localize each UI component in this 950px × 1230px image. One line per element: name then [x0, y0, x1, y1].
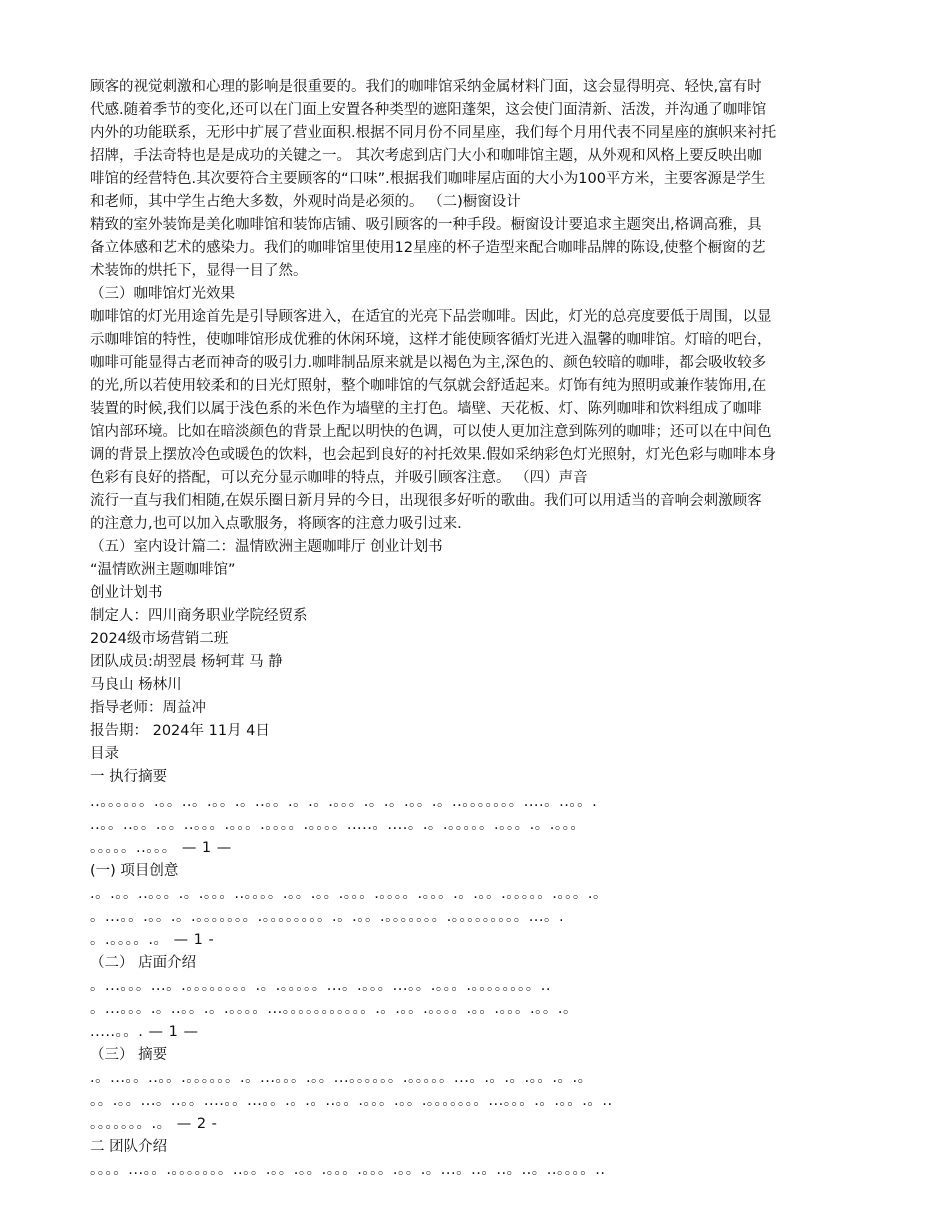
- text-line: 创业计划书: [90, 585, 163, 601]
- text-line: “温情欧洲主题咖啡馆”: [90, 562, 236, 578]
- text-line: 流行一直与我们相随,在娱乐圈日新月异的今日，出现很多好听的歌曲。我们可以用适当的音响会刺激顾客: [90, 493, 762, 509]
- text-line: 团队成员:胡翌晨 杨轲茸 马 静: [90, 654, 283, 670]
- text-line: 指导老师：周益冲: [90, 700, 206, 716]
- text-line: 咖啡馆的灯光用途首先是引导顾客进入，在适宜的光亮下品尝咖啡。因此，灯光的总亮度要低于周围，以显: [90, 309, 772, 325]
- text-line: （五）室内设计篇二：温情欧洲主题咖啡厅 创业计划书: [90, 539, 443, 555]
- text-line: （二） 店面介绍: [90, 955, 197, 971]
- toc-leader-line: ..。。。。。。.。。..。.。。.。..。。.。.。.。。。.。.。.。。.。..。。。。。。。....。..。。.: [90, 794, 598, 810]
- toc-leader-line: 。。.。。...。..。。....。。...。。.。.。..。。.。。。.。。.。。。。。。。...。。。.。.。。.。..: [90, 1093, 613, 1109]
- text-line: 制定人：四川商务职业学院经贸系: [90, 608, 308, 624]
- text-line: 精致的室外装饰是美化咖啡馆和装饰店铺、吸引顾客的一种手段。橱窗设计要追求主题突出,格调高雅，具: [90, 217, 762, 233]
- text-line: 咖啡可能显得古老而神奇的吸引力.咖啡制品原来就是以褐色为主,深色的、颜色较暗的咖啡，都会吸收较多: [90, 355, 767, 371]
- toc-leader-line: 。...。。。.。..。。.。.。。。。...。。。。。。。。。。。.。.。。.。。。。.。。.。。。.。。.。: [90, 1001, 578, 1017]
- toc-leader-line: 。...。。。...。.。。。。。。。。.。.。。。。。...。.。。。...。。.。。。.。。。。。。。。..: [90, 978, 551, 994]
- text-line: 报告期： 2024年 11月 4日: [90, 723, 270, 739]
- text-line: 的光,所以若使用较柔和的日光灯照射，整个咖啡馆的气氛就会舒适起来。灯饰有纯为照明或兼作装饰用,在: [90, 378, 767, 394]
- text-line: 色彩有良好的搭配，可以充分显示咖啡的特点，并吸引顾客注意。 （四）声音: [90, 470, 588, 486]
- toc-leader-line: .。.。。..。。。.。.。。。..。。。。.。。.。。.。。。.。。。。.。。。.。.。。.。。。。。.。。。.。: [90, 886, 608, 902]
- text-line: 示咖啡馆的特性，使咖啡馆形成优雅的休闲环境，这样才能使顾客循灯光进入温馨的咖啡馆。灯暗的吧台，: [90, 332, 772, 348]
- text-line: 的注意力,也可以加入点歌服务，将顾客的注意力吸引过来.: [90, 516, 462, 532]
- text-line: 和老师，其中学生占绝大多数，外观时尚是必须的。 （二)橱窗设计: [90, 194, 521, 210]
- text-line: 术装饰的烘托下，显得一目了然。: [90, 263, 308, 279]
- text-line: 顾客的视觉刺激和心理的影响是很重要的。我们的咖啡馆采纳金属材料门面，这会显得明亮、轻快,富有时: [90, 79, 762, 95]
- toc-leader-line: 。。。。...。。.。。。。。。。..。。.。。.。。.。。。.。。。.。。.。...。..。..。..。..。。。。..: [90, 1162, 606, 1178]
- toc-leader-line: 。。。。。..。。。 — 1 —: [90, 840, 232, 856]
- text-line: 调的背景上摆放冷色或暖色的饮料，也会起到良好的衬托效果.假如采纳彩色灯光照射，灯光色彩与咖啡本身: [90, 447, 777, 463]
- toc-leader-line: .....。。. — 1 —: [90, 1024, 199, 1040]
- text-line: 馆内部环境。比如在暗淡颜色的背景上配以明快的色调，可以使人更加注意到陈列的咖啡；还可以在中间色: [90, 424, 772, 440]
- text-line: 备立体感和艺术的感染力。我们的咖啡馆里使用12星座的杯子造型来配合咖啡品牌的陈设,使整个橱窗的艺: [90, 240, 766, 256]
- toc-leader-line: 。。。。。。。.。 — 2 -: [90, 1116, 218, 1132]
- text-line: 马良山 杨林川: [90, 677, 182, 693]
- text-line: 二 团队介绍: [90, 1139, 168, 1155]
- toc-leader-line: ..。。..。。.。。..。。。.。。。.。。。。.。。。。.....。....。.。.。。。。。.。。。.。.。。。: [90, 817, 586, 833]
- text-line: 内外的功能联系，无形中扩展了营业面积.根据不同月份不同星座，我们每个月用代表不同星座的旗帜来衬托: [90, 125, 777, 141]
- text-line: 2024级市场营销二班: [90, 631, 229, 647]
- text-line: 啡馆的经营特色.其次要符合主要顾客的“口味”.根据我们咖啡屋店面的大小为100平方米，主要客源是学生: [90, 171, 766, 187]
- text-line: （三）咖啡馆灯光效果: [90, 286, 235, 302]
- toc-leader-line: 。.。。。。.。 — 1 -: [90, 932, 215, 948]
- text-line: （三） 摘要: [90, 1047, 168, 1063]
- toc-leader-line: 。...。。.。。.。.。。。。。。。.。。。。。。。。.。.。。.。。。。。。。.。。。。。。。。。...。.: [90, 909, 565, 925]
- text-line: 一 执行摘要: [90, 769, 168, 785]
- text-line: 代感.随着季节的变化,还可以在门面上安置各种类型的遮阳蓬架，这会使门面清新、活泼，并沟通了咖啡馆: [90, 102, 767, 118]
- text-line: 招牌，手法奇特也是是成功的关键之一。 其次考虑到店门大小和咖啡馆主题，从外观和风格上要反映出咖: [90, 148, 762, 164]
- toc-leader-line: .。...。。..。。.。。。。。。.。...。。。.。。...。。。。。。.。。。。。...。.。.。.。。.。.。: [90, 1070, 593, 1086]
- text-line: 装置的时候,我们以属于浅色系的米色作为墙壁的主打色。墙壁、天花板、灯、陈列咖啡和饮料组成了咖啡: [90, 401, 762, 417]
- text-line: (一) 项目创意: [90, 863, 179, 879]
- text-line: 目录: [90, 746, 119, 762]
